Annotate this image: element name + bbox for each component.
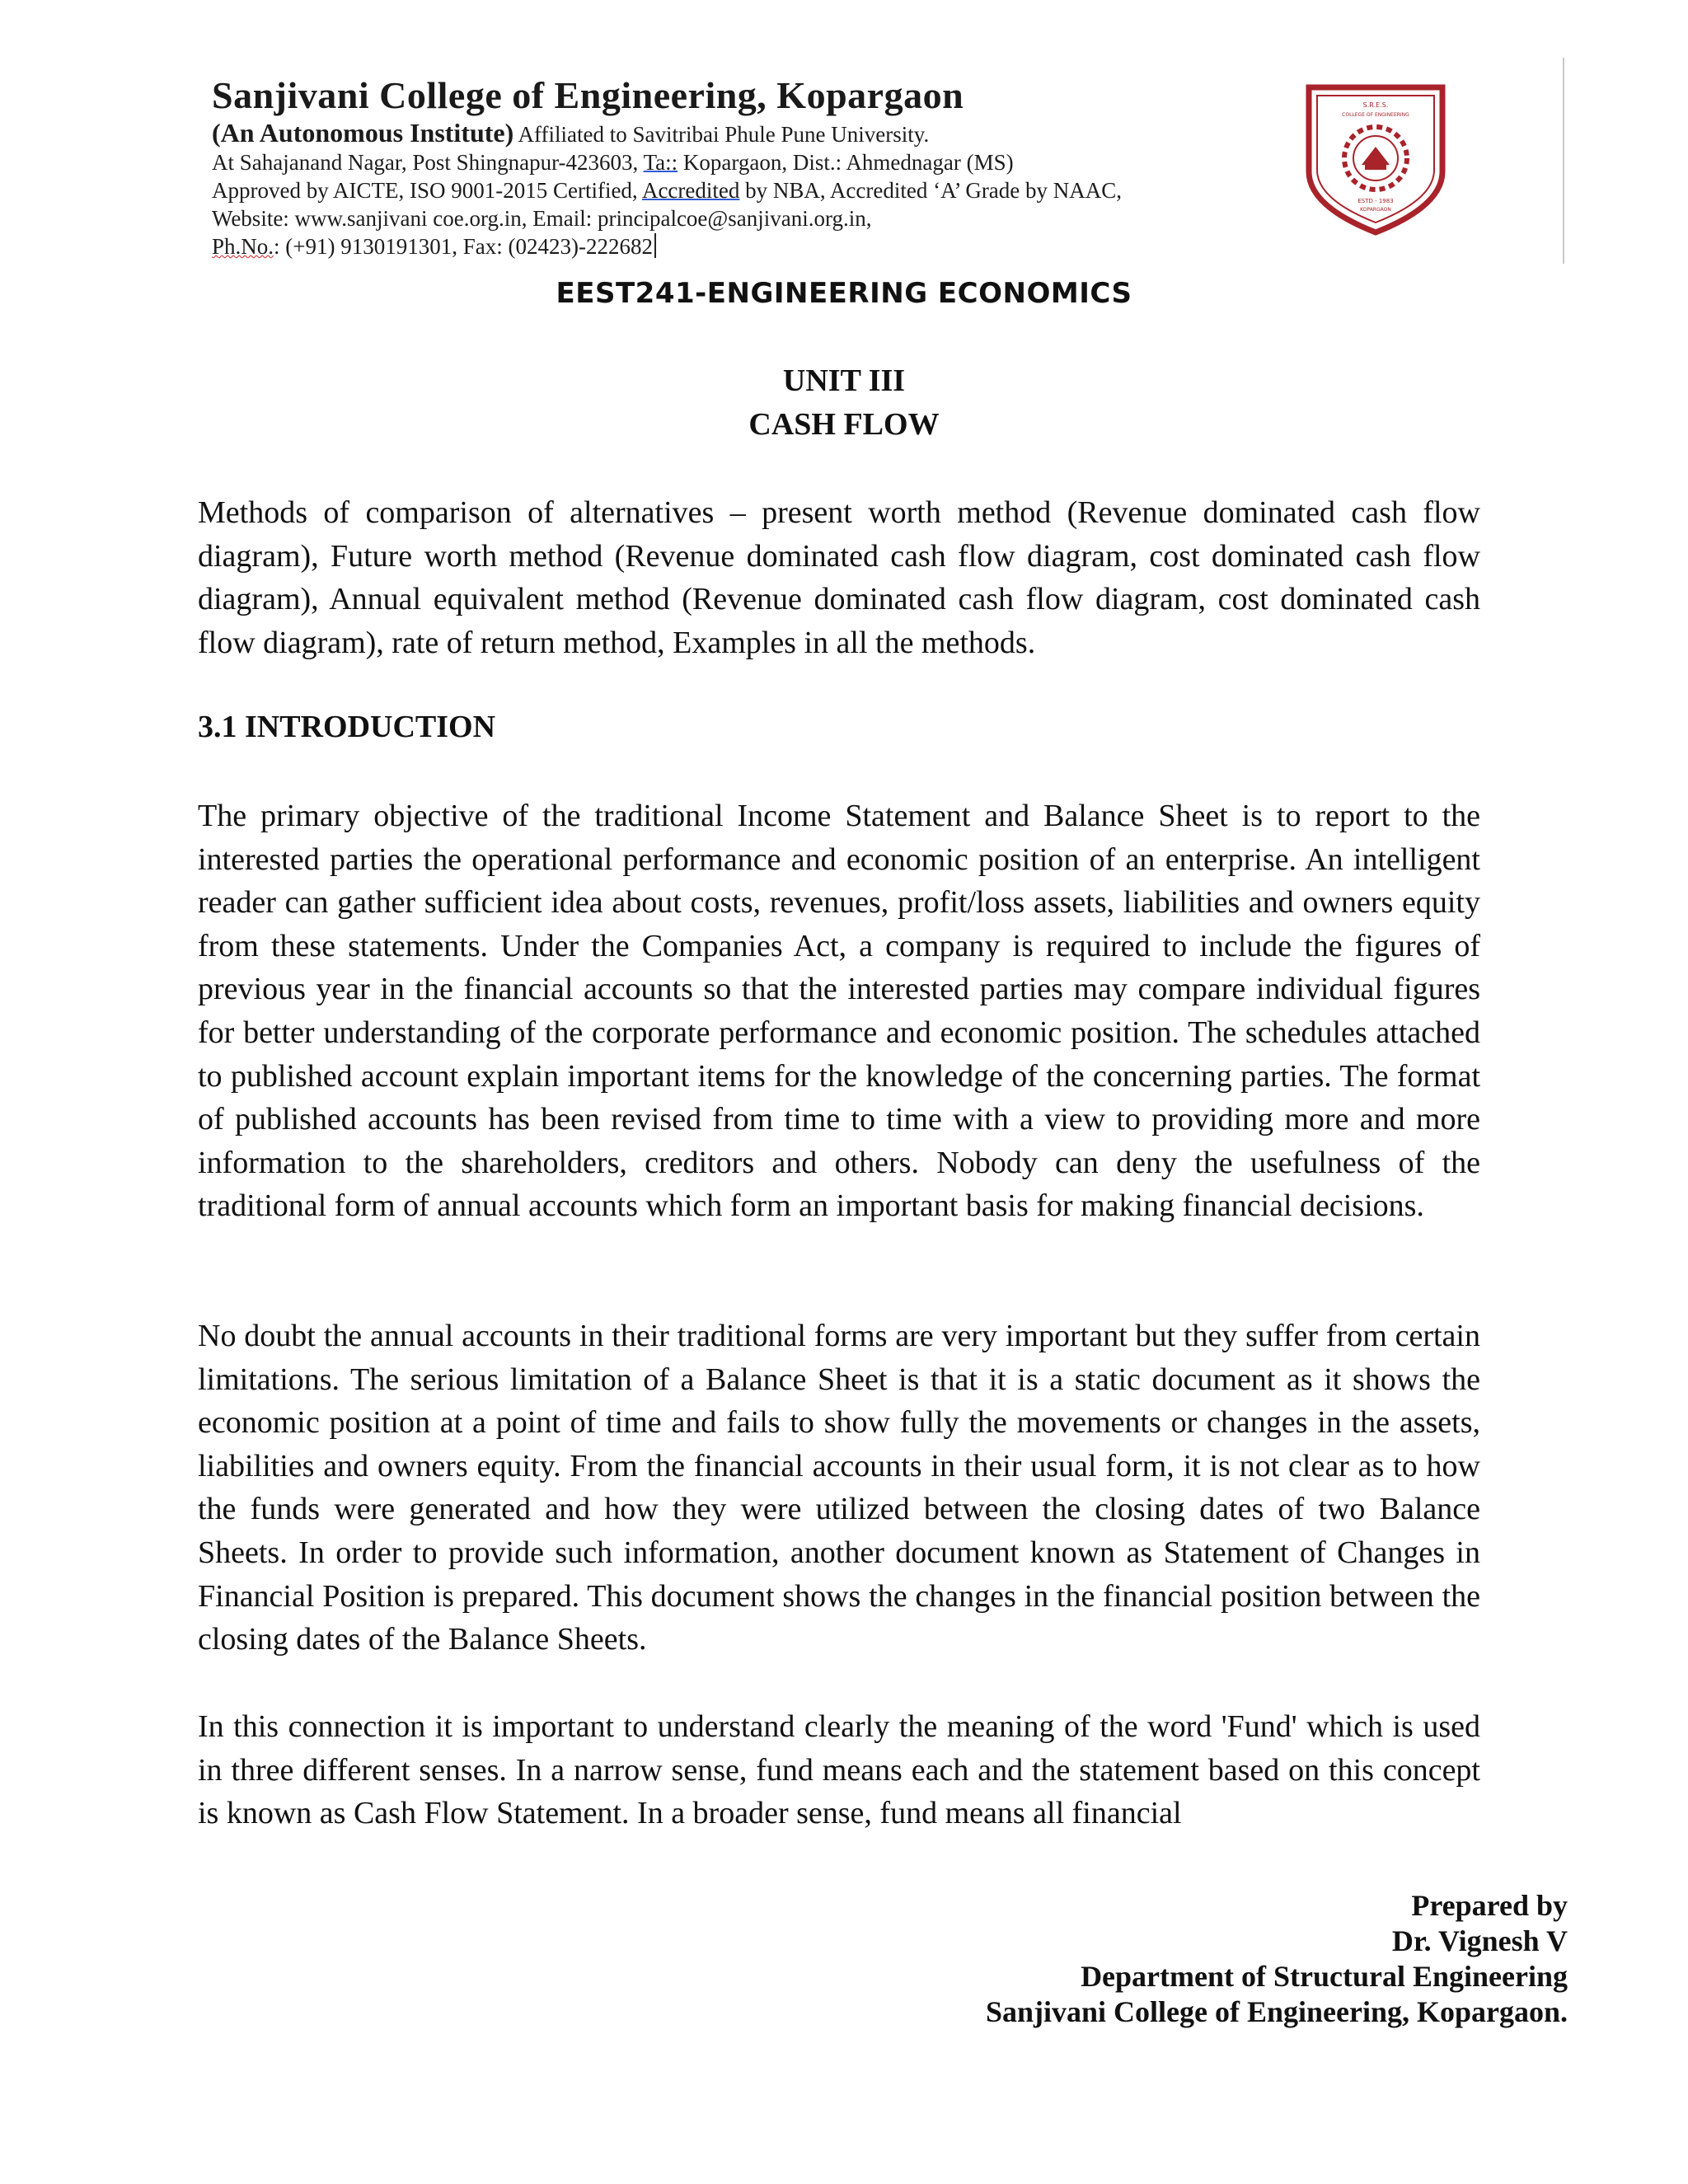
course-title: EEST241-ENGINEERING ECONOMICS xyxy=(556,277,1132,310)
unit-title: CASH FLOW xyxy=(748,407,940,442)
affiliation-text: Affiliated to Savitribai Phule Pune University. xyxy=(513,122,930,147)
approval-line: Approved by AICTE, ISO 9001-2015 Certified, Accredited by NBA, Accredited ‘A’ Grade by NAAC, xyxy=(212,178,1123,203)
syllabus-paragraph: Methods of comparison of alternatives – present worth method (Revenue dominated cash flow diagram), Future worth method (Revenue dominated cash flow diagram, cost dominated cash flow diagram), Annual equivalent method (Revenue dominated cash flow diagram, cost dominated cash flow diagram), rate of return method, Examples in all the methods. xyxy=(198,495,1480,660)
college-name: Sanjivani College of Engineering, Kopargaon xyxy=(212,74,964,116)
letterhead xyxy=(212,73,1316,260)
prepared-by-label: Prepared by xyxy=(1411,1889,1568,1922)
seal-text-city: KOPARGAON xyxy=(1360,207,1391,213)
seal-text-top: S.R.E.S. xyxy=(1362,101,1389,109)
author-footer xyxy=(986,1888,1568,2030)
unit-number: UNIT III xyxy=(782,363,906,398)
page-edge-divider xyxy=(1563,58,1564,264)
text-cursor xyxy=(654,233,656,258)
accredited-word: Accredited xyxy=(641,178,740,203)
taluka-label: Ta:: xyxy=(643,150,678,175)
department-name: Department of Structural Engineering xyxy=(1081,1960,1568,1993)
section-heading: 3.1 INTRODUCTION xyxy=(198,710,496,744)
address-line: At Sahajanand Nagar, Post Shingnapur-423603, Ta:: Kopargaon, Dist.: Ahmednagar (MS) xyxy=(212,150,1014,175)
body-paragraph-2: No doubt the annual accounts in their traditional forms are very important but they suffer from certain limitations. The serious limitation of a Balance Sheet is that it is a static document as it shows the economic position at a point of time and fails to show fully the movements or changes in the assets, liabilities and owners equity. From the financial accounts in their usual form, it is not clear as to how the funds were generated and how they were utilized between the closing dates of two Balance Sheets. In order to provide such information, another document known as Statement of Changes in Financial Position is prepared. This document shows the changes in the financial position between the closing dates of the Balance Sheets. xyxy=(198,1319,1480,1657)
college-seal-logo xyxy=(1304,82,1447,236)
body-paragraph-3: In this connection it is important to understand clearly the meaning of the word 'Fund' which is used in three different senses. In a narrow sense, fund means each and the statement based on this concept is known as Cash Flow Statement. In a broader sense, fund means all financial xyxy=(198,1709,1480,1831)
phone-label: Ph.No. xyxy=(212,234,274,259)
autonomous-label: (An Autonomous Institute) xyxy=(212,118,514,148)
author-name: Dr. Vignesh V xyxy=(1391,1924,1568,1957)
seal-text-mid: COLLEGE OF ENGINEERING xyxy=(1342,112,1409,118)
seal-text-bottom: ESTD - 1983 xyxy=(1357,198,1394,204)
body-paragraph-1: The primary objective of the traditional Income Statement and Balance Sheet is to report to the interested parties the operational performance and economic position of an enterprise. An intelligent reader can gather sufficient idea about costs, revenues, profit/loss assets, liabilities and owners equity from these statements. Under the Companies Act, a company is required to include the figures of previous year in the financial accounts so that the interested parties may compare individual figures for better understanding of the corporate performance and economic position. The schedules attached to published account explain important items for the knowledge of the concerning parties. The format of published accounts has been revised from time to time with a view to providing more and more information to the shareholders, creditors and others. Nobody can deny the usefulness of the traditional form of annual accounts which form an important basis for making financial decisions. xyxy=(198,799,1480,1224)
website-line: Website: www.sanjivani coe.org.in, Email: principalcoe@sanjivani.org.in, xyxy=(212,206,872,231)
affiliation-line xyxy=(212,119,1316,148)
phone-line: Ph.No.: (+91) 9130191301, Fax: (02423)-222682 xyxy=(212,232,1316,260)
institution-name: Sanjivani College of Engineering, Kopargaon. xyxy=(985,1995,1568,2028)
